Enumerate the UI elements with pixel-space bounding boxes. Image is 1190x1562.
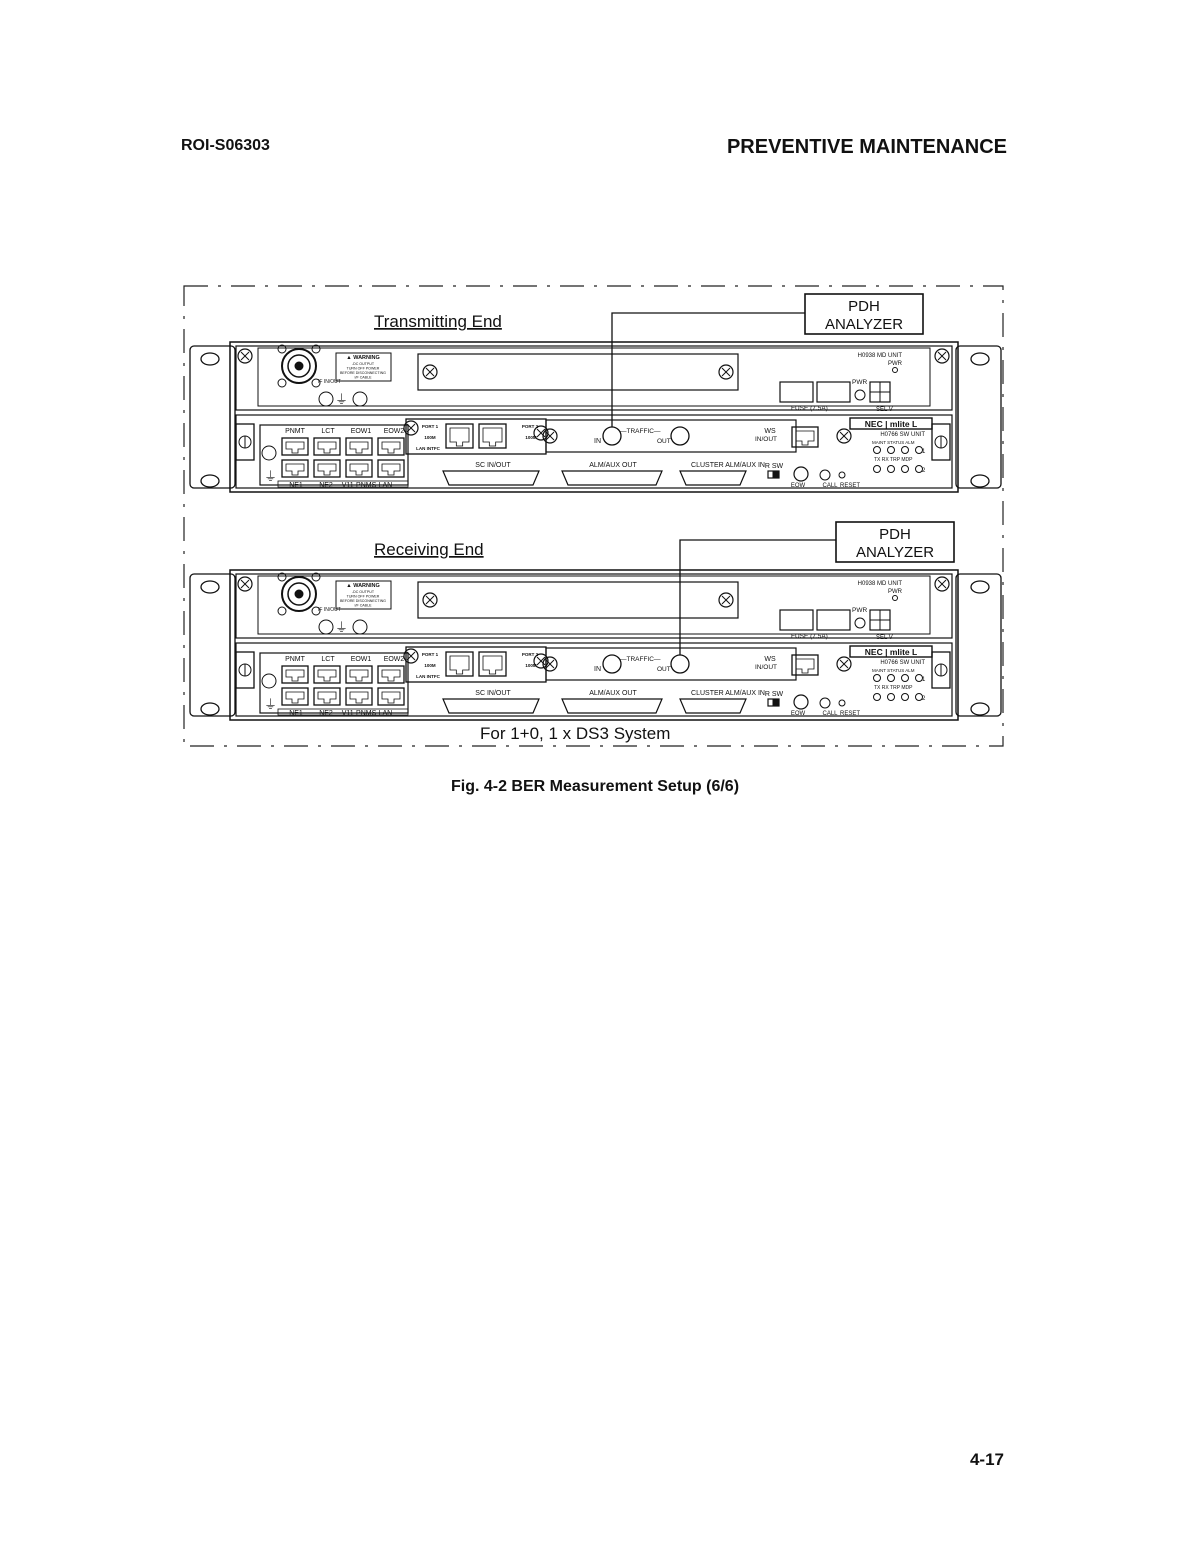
ws-port-socket <box>796 659 814 673</box>
fuse-holder-2 <box>817 382 850 402</box>
ear-hole <box>971 475 989 487</box>
traffic-in-label: IN <box>594 438 601 445</box>
sc-inout-connector <box>443 699 539 713</box>
status-led <box>888 447 895 454</box>
rj45-bottom-port-socket <box>350 692 368 703</box>
page-number: 4-17 <box>969 1450 1004 1469</box>
port-bottom-label: V11-PNMS-LAN <box>341 710 393 717</box>
if-port-label: IF IN/OUT <box>318 379 341 385</box>
left-rack-ear <box>190 574 235 716</box>
call-button <box>820 698 830 708</box>
md-unit-name: H0938 MD UNIT <box>857 353 902 359</box>
right-rack-ear <box>956 346 1001 488</box>
led-row-label: 2 <box>922 468 926 474</box>
brand-label: NEC | mlite L <box>864 419 918 429</box>
port2-label: PORT 2 <box>521 652 539 657</box>
port-bottom-label: NE2 <box>319 482 333 489</box>
sc-inout-label: SC IN/OUT <box>475 462 511 469</box>
rj45-top-port-socket <box>318 670 336 681</box>
rj45-bottom-port-socket <box>382 692 400 703</box>
eow-label: EOW <box>790 483 806 489</box>
ber-setup-diagram <box>180 278 1010 753</box>
lan-port-1-socket <box>450 656 469 674</box>
sw-ground-icon: ⏚ <box>264 697 278 712</box>
if-connector-pin <box>295 590 303 598</box>
port2-label: PORT 2 <box>521 424 539 429</box>
rj45-bottom-port-socket <box>318 464 336 475</box>
warning-line: BEFORE DISCONNECTING <box>340 371 386 375</box>
sw-unit-name: H0766 SW UNIT <box>880 660 925 666</box>
status-led <box>888 466 895 473</box>
cluster-connector <box>680 699 746 713</box>
eow-jack <box>794 467 808 481</box>
rsw-toggle <box>773 471 779 478</box>
cluster-connector <box>680 471 746 485</box>
section-title: PREVENTIVE MAINTENANCE <box>726 136 1007 158</box>
warning-line: BEFORE DISCONNECTING <box>340 599 386 603</box>
reset-label: RESET <box>839 483 861 489</box>
analyzer-label-line1: PDH <box>848 298 880 315</box>
fuse-label: FUSE (7.5A) <box>791 633 828 640</box>
traffic-out-label: OUT <box>657 666 671 673</box>
warning-title: ▲ WARNING <box>346 583 380 589</box>
ground-screw <box>319 392 333 406</box>
rj45-top-port-socket <box>382 670 400 681</box>
pwr-switch <box>855 618 865 628</box>
port-bottom-label: NE2 <box>319 710 333 717</box>
sw-unit-name: H0766 SW UNIT <box>880 432 925 438</box>
traffic-in-label: IN <box>594 666 601 673</box>
warning-line: I/F CABLE <box>354 603 372 608</box>
cluster-label: CLUSTER ALM/AUX IN <box>691 462 765 469</box>
blank-plate <box>418 582 738 618</box>
rj45-top-port-socket <box>350 442 368 453</box>
ws-inout-label: IN/OUT <box>754 436 778 443</box>
sw-ground-screw <box>262 674 276 688</box>
port-bottom-label: V11-PNMS-LAN <box>341 482 393 489</box>
lan-intfc-label: LAN INTFC <box>416 674 440 679</box>
ground-icon: ⏚ <box>335 620 349 635</box>
traffic-out-connector <box>671 427 689 445</box>
md-pwr-led <box>893 368 898 373</box>
status-led <box>874 447 881 454</box>
document-id: ROI-S06303 <box>181 137 270 154</box>
if-mount-screw <box>278 607 286 615</box>
port-top-label: EOW1 <box>350 428 372 435</box>
port-top-label: LCT <box>321 656 335 663</box>
ear-hole <box>971 353 989 365</box>
status-led-header: MAINT STATUS ALM <box>872 440 915 445</box>
sw-ground-screw <box>262 446 276 460</box>
ear-hole <box>201 353 219 365</box>
port1-label: PORT 1 <box>421 652 439 657</box>
speed-label: 100M <box>424 435 436 440</box>
if-mount-screw <box>278 379 286 387</box>
call-button <box>820 470 830 480</box>
ground-icon: ⏚ <box>335 392 349 407</box>
alm-aux-out-connector <box>562 471 662 485</box>
lan-port-2-socket <box>483 656 502 674</box>
pwr-switch <box>855 390 865 400</box>
end-label: Transmitting End <box>374 312 502 331</box>
brand-label: NEC | mlite L <box>864 647 918 657</box>
rj45-bottom-port-socket <box>382 464 400 475</box>
blank-plate <box>418 354 738 390</box>
traffic-label: —TRAFFIC— <box>620 656 661 663</box>
fuse-label: FUSE (7.5A) <box>791 405 828 412</box>
status-led <box>902 466 909 473</box>
status-led <box>874 694 881 701</box>
status-led <box>902 675 909 682</box>
led-labels: TX RX TRP MDP <box>874 685 913 691</box>
speed-label: 100M <box>424 663 436 668</box>
traffic-out-label: OUT <box>657 438 671 445</box>
analyzer-label-line2: ANALYZER <box>855 544 935 561</box>
reset-button <box>839 472 845 478</box>
cluster-label: CLUSTER ALM/AUX IN <box>691 690 765 697</box>
traffic-in-connector <box>603 427 621 445</box>
lan-port-2-socket <box>483 428 502 446</box>
status-led <box>888 675 895 682</box>
chassis <box>230 342 958 492</box>
warning-line: -DC OUTPUT <box>351 590 375 594</box>
figure-caption: Fig. 4-2 BER Measurement Setup (6/6) <box>450 778 740 795</box>
eow-jack <box>794 695 808 709</box>
traffic-label: —TRAFFIC— <box>620 428 661 435</box>
rsw-label: R SW <box>764 463 784 470</box>
fuse-holder-1 <box>780 382 813 402</box>
md-unit-name: H0938 MD UNIT <box>857 581 902 587</box>
rj45-top-port-socket <box>286 670 304 681</box>
rj45-top-port-socket <box>318 442 336 453</box>
speed-label: 100M <box>525 663 537 668</box>
led-row-label: 2 <box>922 696 926 702</box>
chassis <box>230 570 958 720</box>
status-led <box>888 694 895 701</box>
reset-label: RESET <box>839 711 861 717</box>
if-connector-pin <box>295 362 303 370</box>
port1-label: PORT 1 <box>421 424 439 429</box>
fuse-holder-1 <box>780 610 813 630</box>
transmitting-end-unit <box>190 294 1001 492</box>
ear-hole <box>971 581 989 593</box>
status-led <box>902 447 909 454</box>
warning-line: TURN OFF POWER <box>346 594 380 599</box>
warning-line: I/F CABLE <box>354 375 372 380</box>
status-led <box>902 694 909 701</box>
port-top-label: PNMT <box>285 428 305 435</box>
lan-intfc-label: LAN INTFC <box>416 446 440 451</box>
ground-terminal <box>353 392 367 406</box>
alm-aux-out-label: ALM/AUX OUT <box>589 462 637 469</box>
rj45-top-port-socket <box>350 670 368 681</box>
status-led <box>874 466 881 473</box>
rsw-label: R SW <box>764 691 784 698</box>
fuse-holder-2 <box>817 610 850 630</box>
rj45-top-port-socket <box>286 442 304 453</box>
lan-port-1-socket <box>450 428 469 446</box>
pwr-switch-label: PWR <box>852 379 868 386</box>
led-row-label: 1 <box>922 677 926 683</box>
rj45-bottom-port-socket <box>318 692 336 703</box>
ground-terminal <box>353 620 367 634</box>
left-rack-ear <box>190 346 235 488</box>
call-label: CALL <box>822 711 838 717</box>
ear-hole <box>201 703 219 715</box>
alm-aux-out-label: ALM/AUX OUT <box>589 690 637 697</box>
md-pwr-led-label: PWR <box>888 589 902 595</box>
eow-label: EOW <box>790 711 806 717</box>
ear-hole <box>201 475 219 487</box>
rj45-top-port-socket <box>382 442 400 453</box>
traffic-in-connector <box>603 655 621 673</box>
pwr-switch-label: PWR <box>852 607 868 614</box>
port-top-label: EOW2 <box>383 428 405 435</box>
ear-hole <box>201 581 219 593</box>
ws-inout-label: IN/OUT <box>754 664 778 671</box>
warning-line: -DC OUTPUT <box>351 362 375 366</box>
reset-button <box>839 700 845 706</box>
port-top-label: EOW2 <box>383 656 405 663</box>
ground-screw <box>319 620 333 634</box>
md-pwr-led <box>893 596 898 601</box>
port-top-label: EOW1 <box>350 656 372 663</box>
status-led-header: MAINT STATUS ALM <box>872 668 915 673</box>
traffic-out-connector <box>671 655 689 673</box>
rsw-toggle <box>773 699 779 706</box>
sc-inout-connector <box>443 471 539 485</box>
rj45-bottom-port-socket <box>286 464 304 475</box>
status-led <box>874 675 881 682</box>
receiving-end-unit <box>190 522 1001 720</box>
system-footnote: For 1+0, 1 x DS3 System <box>480 724 671 743</box>
rj45-bottom-port-socket <box>350 464 368 475</box>
sw-ground-icon: ⏚ <box>264 469 278 484</box>
ws-label: WS <box>764 428 776 435</box>
if-port-label: IF IN/OUT <box>318 607 341 613</box>
port-top-label: LCT <box>321 428 335 435</box>
sel-v-label: SEL V <box>876 635 893 641</box>
port-bottom-label: NE1 <box>289 710 303 717</box>
port-top-label: PNMT <box>285 656 305 663</box>
rj45-bottom-port-socket <box>286 692 304 703</box>
led-labels: TX RX TRP MDP <box>874 457 913 463</box>
sc-inout-label: SC IN/OUT <box>475 690 511 697</box>
warning-line: TURN OFF POWER <box>346 366 380 371</box>
end-label: Receiving End <box>374 540 484 559</box>
speed-label: 100M <box>525 435 537 440</box>
ws-port-socket <box>796 431 814 445</box>
right-rack-ear <box>956 574 1001 716</box>
port-bottom-label: NE1 <box>289 482 303 489</box>
alm-aux-out-connector <box>562 699 662 713</box>
led-row-label: 1 <box>922 449 926 455</box>
warning-title: ▲ WARNING <box>346 355 380 361</box>
ws-label: WS <box>764 656 776 663</box>
call-label: CALL <box>822 483 838 489</box>
sel-v-label: SEL V <box>876 407 893 413</box>
analyzer-label-line1: PDH <box>879 526 911 543</box>
ear-hole <box>971 703 989 715</box>
md-pwr-led-label: PWR <box>888 361 902 367</box>
analyzer-label-line2: ANALYZER <box>824 316 904 333</box>
